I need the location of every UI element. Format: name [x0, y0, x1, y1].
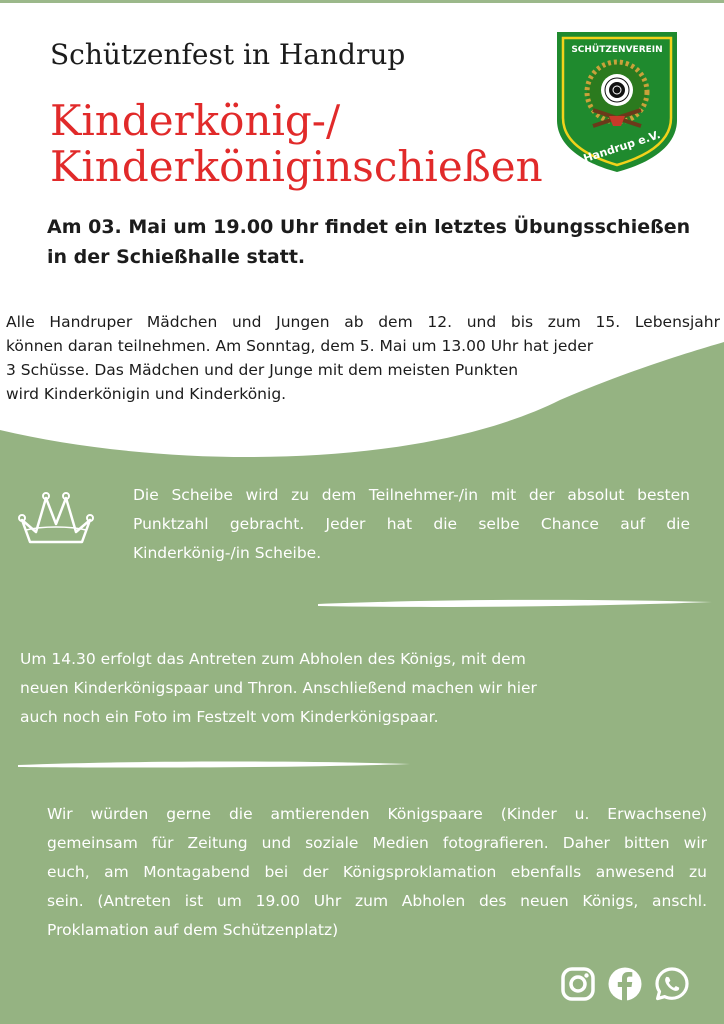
lead-announcement — [47, 212, 707, 272]
section3-line-4: sein. (Antreten ist um 19.00 Uhr zum Abholen des neuen Königs, anschl. — [47, 892, 707, 910]
title-line-2: Kinderköniginschießen — [50, 142, 543, 191]
section-antreten — [20, 645, 640, 732]
section3-line-5: Proklamation auf dem Schützenplatz) — [47, 921, 339, 939]
lead-line-1: Am 03. Mai um 19.00 Uhr findet ein letztes Übungsschießen — [47, 216, 691, 238]
instagram-icon[interactable] — [560, 966, 596, 1002]
title-line-1: Kinderkönig-/ — [50, 96, 341, 145]
page-title — [50, 98, 543, 190]
crown-icon — [16, 486, 96, 548]
section3-line-2: gemeinsam für Zeitung und soziale Medien fotografieren. Daher bitten wir — [47, 834, 707, 852]
section1-line-1: Die Scheibe wird zu dem Teilnehmer-/in mit der absolut besten — [133, 486, 690, 504]
section2-line-1: Um 14.30 erfolgt das Antreten zum Abholen des Königs, mit dem — [20, 650, 526, 668]
whatsapp-icon[interactable] — [654, 966, 690, 1002]
club-logo-icon — [553, 28, 681, 174]
lead-line-2: in der Schießhalle statt. — [47, 246, 306, 268]
section-scheibe — [133, 481, 690, 568]
event-subtitle: Schützenfest in Handrup — [50, 38, 406, 71]
intro-paragraph — [6, 310, 720, 406]
intro-line-4: wird Kinderkönigin und Kinderkönig. — [6, 385, 287, 403]
intro-line-2: können daran teilnehmen. Am Sonntag, dem 5. Mai um 13.00 Uhr hat jeder — [6, 337, 594, 355]
section-koenigspaare — [47, 800, 707, 945]
facebook-icon[interactable] — [607, 966, 643, 1002]
section2-line-3: auch noch ein Foto im Festzelt vom Kinderkönigspaar. — [20, 708, 439, 726]
section1-line-2: Punktzahl gebracht. Jeder hat die selbe Chance auf die — [133, 515, 690, 533]
svg-text:Handrup e.V.: Handrup e.V. — [581, 128, 663, 166]
intro-line-1: Alle Handruper Mädchen und Jungen ab dem 12. und bis zum 15. Lebensjahr — [6, 313, 720, 331]
section3-line-3: euch, am Montagabend bei der Königsproklamation ebenfalls anwesend zu — [47, 863, 707, 881]
svg-text:SCHÜTZENVEREIN: SCHÜTZENVEREIN — [571, 45, 663, 55]
section1-line-3: Kinderkönig-/in Scheibe. — [133, 544, 322, 562]
section2-line-2: neuen Kinderkönigspaar und Thron. Anschließend machen wir hier — [20, 679, 537, 697]
intro-line-3: 3 Schüsse. Das Mädchen und der Junge mit dem meisten Punkten — [6, 361, 519, 379]
section3-line-1: Wir würden gerne die amtierenden Königspaare (Kinder u. Erwachsene) — [47, 805, 707, 823]
